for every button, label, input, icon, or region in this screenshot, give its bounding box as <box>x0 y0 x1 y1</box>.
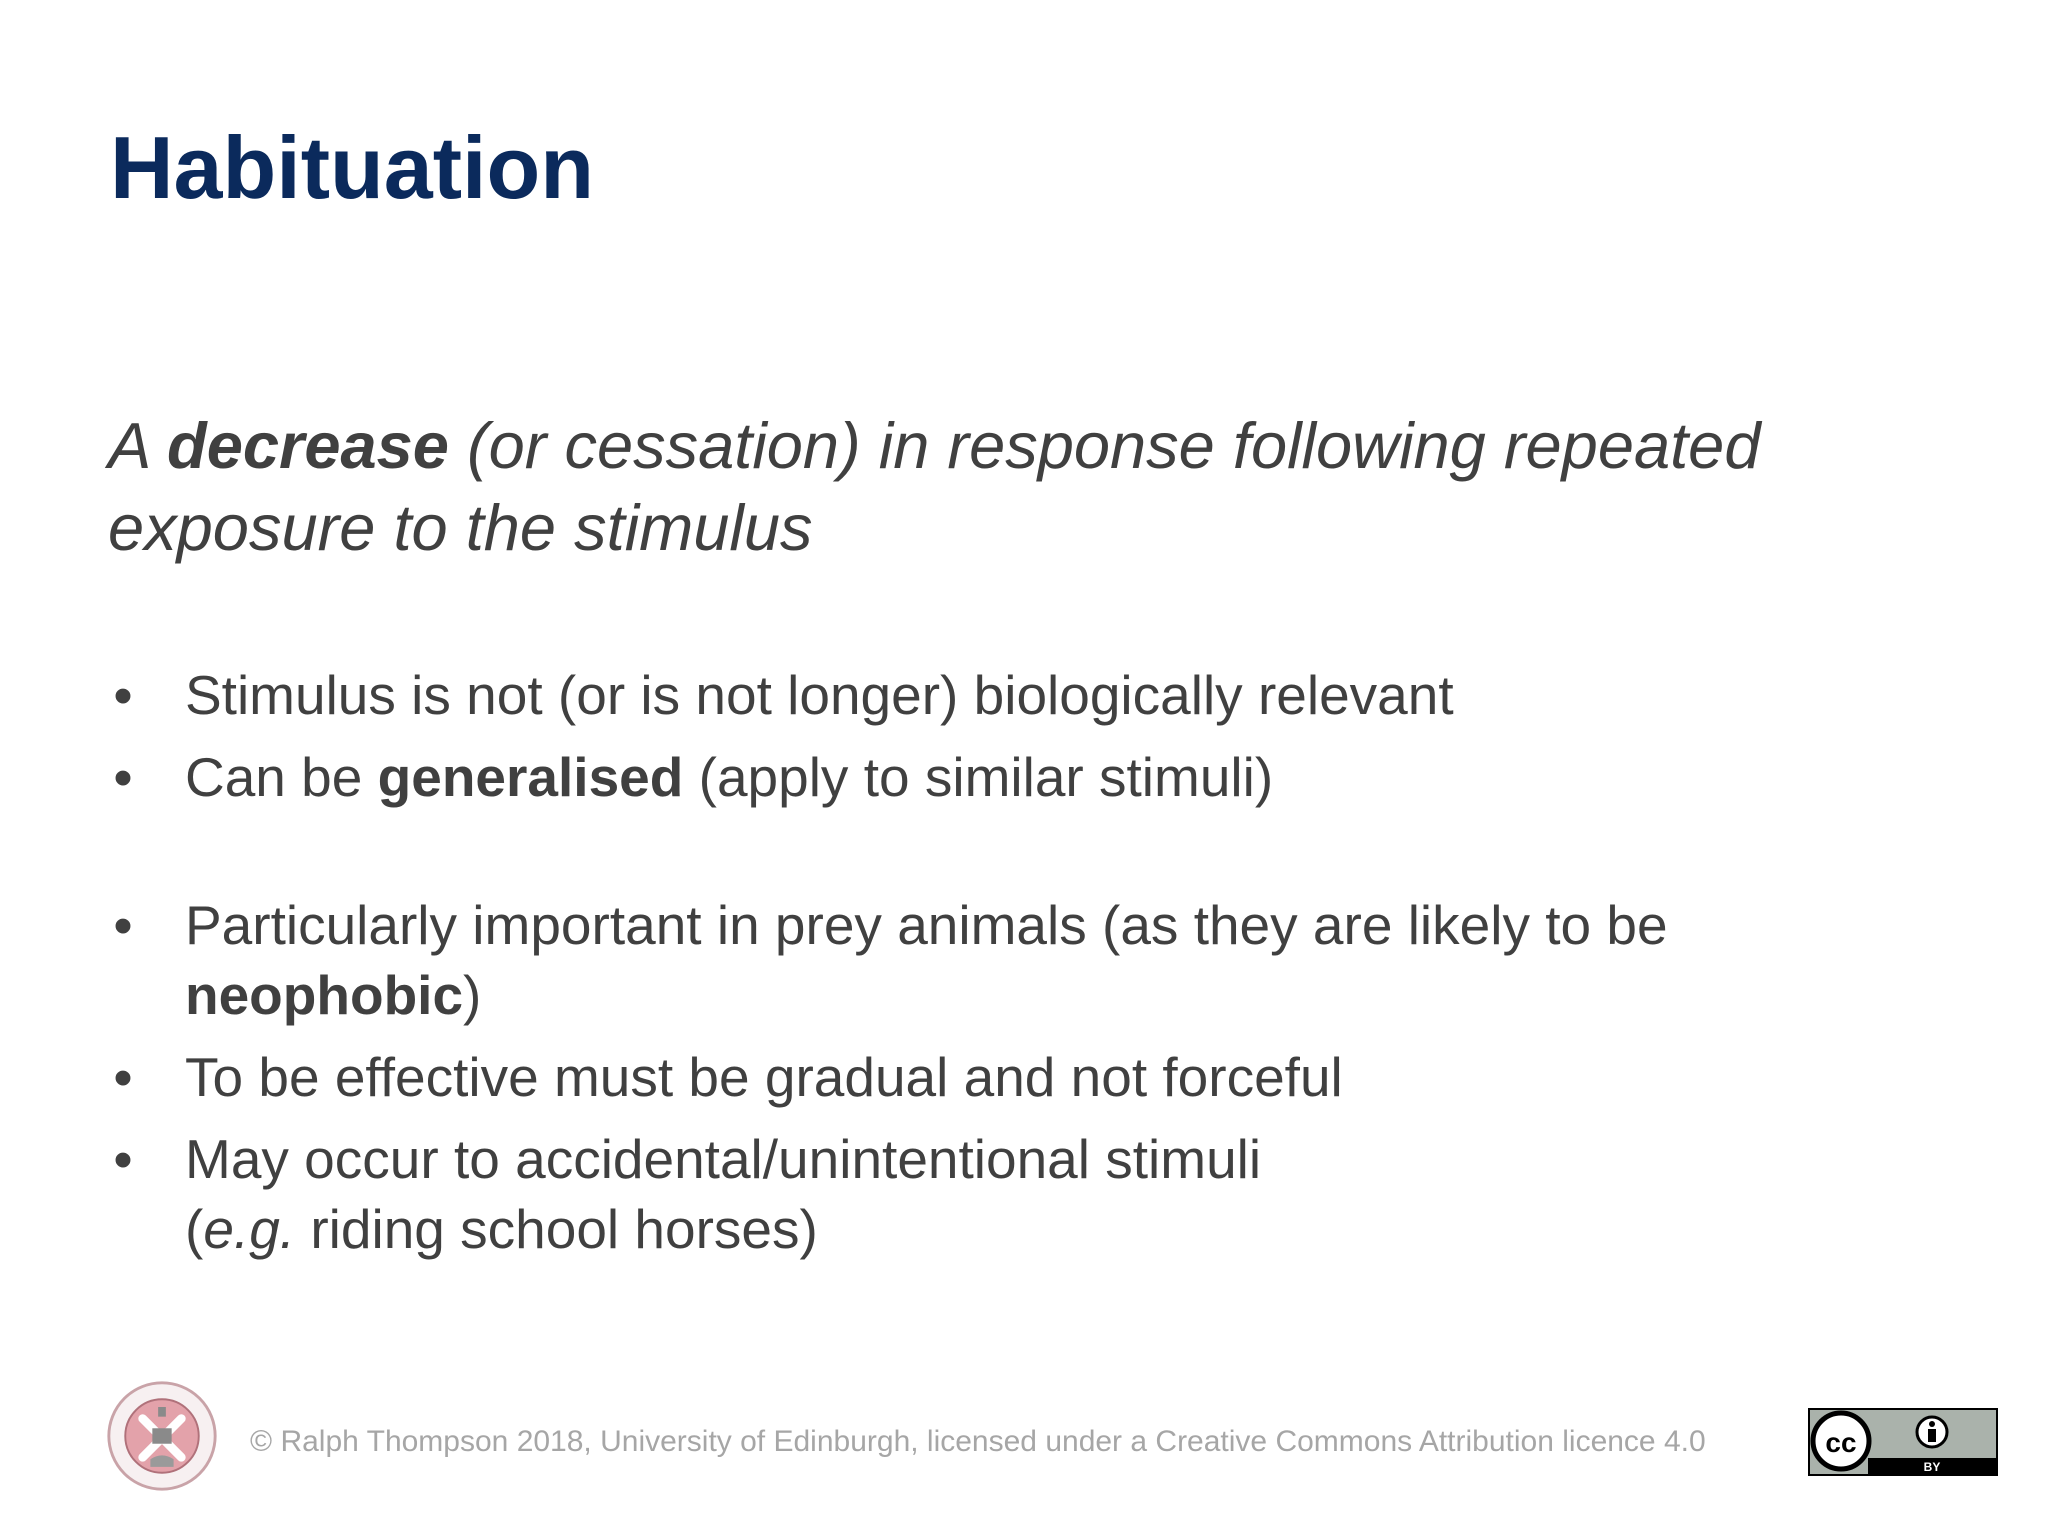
slide-title: Habituation <box>110 118 594 217</box>
bullet-icon: • <box>113 1046 133 1108</box>
bullet-icon: • <box>113 746 133 808</box>
bullet-text: Stimulus is not (or is not longer) biologically relevant <box>185 664 1454 726</box>
definition-text <box>108 405 1938 569</box>
definition-part2: (or cessation) in response following repeated exposure to the stimulus <box>108 409 1761 564</box>
bullet-keyword: neophobic <box>185 964 464 1026</box>
bullet-text: Particularly important in prey animals (as they are likely to be <box>185 894 1668 956</box>
definition-part1: A <box>108 409 168 482</box>
university-crest-logo-icon <box>104 1378 220 1494</box>
bullet-list <box>108 660 1908 1276</box>
bullet-text: Can be <box>185 746 378 808</box>
bullet-icon: • <box>113 894 133 956</box>
bullet-item <box>108 660 1908 730</box>
bullet-text-line2-open: ( <box>185 1198 204 1260</box>
bullet-text-tail: ) <box>463 964 482 1026</box>
bullet-item <box>108 890 1908 1030</box>
bullet-text: May occur to accidental/unintentional stimuli <box>185 1128 1262 1190</box>
bullet-text: To be effective must be gradual and not forceful <box>185 1046 1343 1108</box>
copyright-notice: © Ralph Thompson 2018, University of Edinburgh, licensed under a Creative Commons Attribution licence 4.0 <box>250 1425 1706 1458</box>
bullet-item <box>108 1124 1908 1264</box>
bullet-item <box>108 742 1908 812</box>
cc-label: cc <box>1825 1427 1857 1458</box>
bullet-icon: • <box>113 664 133 726</box>
creative-commons-by-badge[interactable] <box>1808 1408 1998 1476</box>
bullet-item <box>108 1042 1908 1112</box>
bullet-icon: • <box>113 1128 133 1190</box>
bullet-abbreviation: e.g. <box>203 1198 296 1260</box>
bullet-text-tail: (apply to similar stimuli) <box>683 746 1274 808</box>
bullet-keyword: generalised <box>377 746 684 808</box>
by-label: BY <box>1923 1460 1941 1474</box>
bullet-text-line2: riding school horses) <box>295 1198 818 1260</box>
definition-keyword: decrease <box>167 409 449 482</box>
